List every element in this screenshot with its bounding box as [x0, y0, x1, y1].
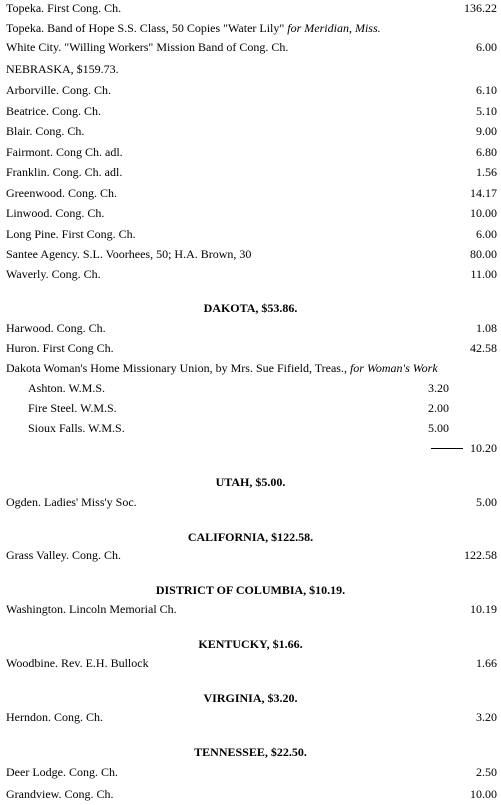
ledger-row: Harwood. Cong. Ch. 1.08	[6, 321, 497, 335]
section-heading: CALIFORNIA, $122.58.	[187, 530, 314, 544]
row-text: Topeka. First Cong. Ch.	[6, 1, 122, 15]
ledger-row: Long Pine. First Cong. Ch. 6.00	[6, 227, 497, 241]
ledger-row: Ogden. Ladies' Miss'y Soc. 5.00	[6, 495, 497, 509]
row-note: for Meridian, Miss.	[287, 21, 381, 35]
ledger-row: Grandview. Cong. Ch. 10.00	[6, 787, 497, 801]
ledger-row: Washington. Lincoln Memorial Ch. 10.19	[6, 602, 497, 616]
row-amount: 136.22	[464, 1, 497, 15]
sub-row: Fire Steel. W.M.S. 2.00	[28, 401, 449, 415]
ledger-row: Beatrice. Cong. Ch. 5.10	[6, 104, 497, 118]
ledger-row: Woodbine. Rev. E.H. Bullock 1.66	[6, 656, 497, 670]
ledger-row: Arborville. Cong. Ch. 6.10	[6, 83, 497, 97]
ledger-row: Fairmont. Cong Ch. adl. 6.80	[6, 145, 497, 159]
ledger-row: Franklin. Cong. Ch. adl. 1.56	[6, 165, 497, 179]
ledger-row: Huron. First Cong Ch. 42.58	[6, 341, 497, 355]
section-heading: VIRGINIA, $3.20.	[203, 691, 298, 705]
section-heading: DAKOTA, $53.86.	[203, 301, 298, 315]
sub-row: Sioux Falls. W.M.S. 5.00	[28, 421, 449, 435]
section-heading: TENNESSEE, $22.50.	[194, 745, 307, 759]
section-heading: KENTUCKY, $1.66.	[198, 637, 303, 651]
ledger-row	[6, 37, 497, 57]
row-text: Topeka. Band of Hope S.S. Class, 50 Copies "Water Lily" for Meridian, Miss.	[6, 21, 381, 35]
ledger-row: Dakota Woman's Home Missionary Union, by Mrs. Sue Fifield, Treas., for Woman's Work	[6, 361, 438, 375]
row-amount: 6.00	[476, 40, 497, 54]
ledger-row: Linwood. Cong. Ch. 10.00	[6, 206, 497, 220]
ledger-row: Blair. Cong. Ch. 9.00	[6, 124, 497, 138]
section-heading: DISTRICT OF COLUMBIA, $10.19.	[155, 583, 346, 597]
row-note: for Woman's Work	[349, 361, 438, 375]
ledger-row: Herndon. Cong. Ch. 3.20	[6, 710, 497, 724]
ledger-row: Santee Agency. S.L. Voorhees, 50; H.A. Brown, 30 80.00	[6, 247, 497, 261]
subtotal-row: 10.20	[470, 441, 497, 455]
ledger-row	[6, 18, 497, 38]
ledger-row: Deer Lodge. Cong. Ch. 2.50	[6, 765, 497, 779]
section-heading-inline: NEBRASKA, $159.73.	[6, 62, 119, 76]
ledger-row: Waverly. Cong. Ch. 11.00	[6, 267, 497, 281]
section-heading: UTAH, $5.00.	[215, 475, 286, 489]
ledger-row: Grass Valley. Cong. Ch. 122.58	[6, 548, 497, 562]
sub-row: Ashton. W.M.S. 3.20	[28, 381, 449, 395]
row-text: White City. "Willing Workers" Mission Band of Cong. Ch.	[6, 40, 289, 54]
ledger-row: Greenwood. Cong. Ch. 14.17	[6, 186, 497, 200]
ledger-row	[6, 0, 497, 18]
